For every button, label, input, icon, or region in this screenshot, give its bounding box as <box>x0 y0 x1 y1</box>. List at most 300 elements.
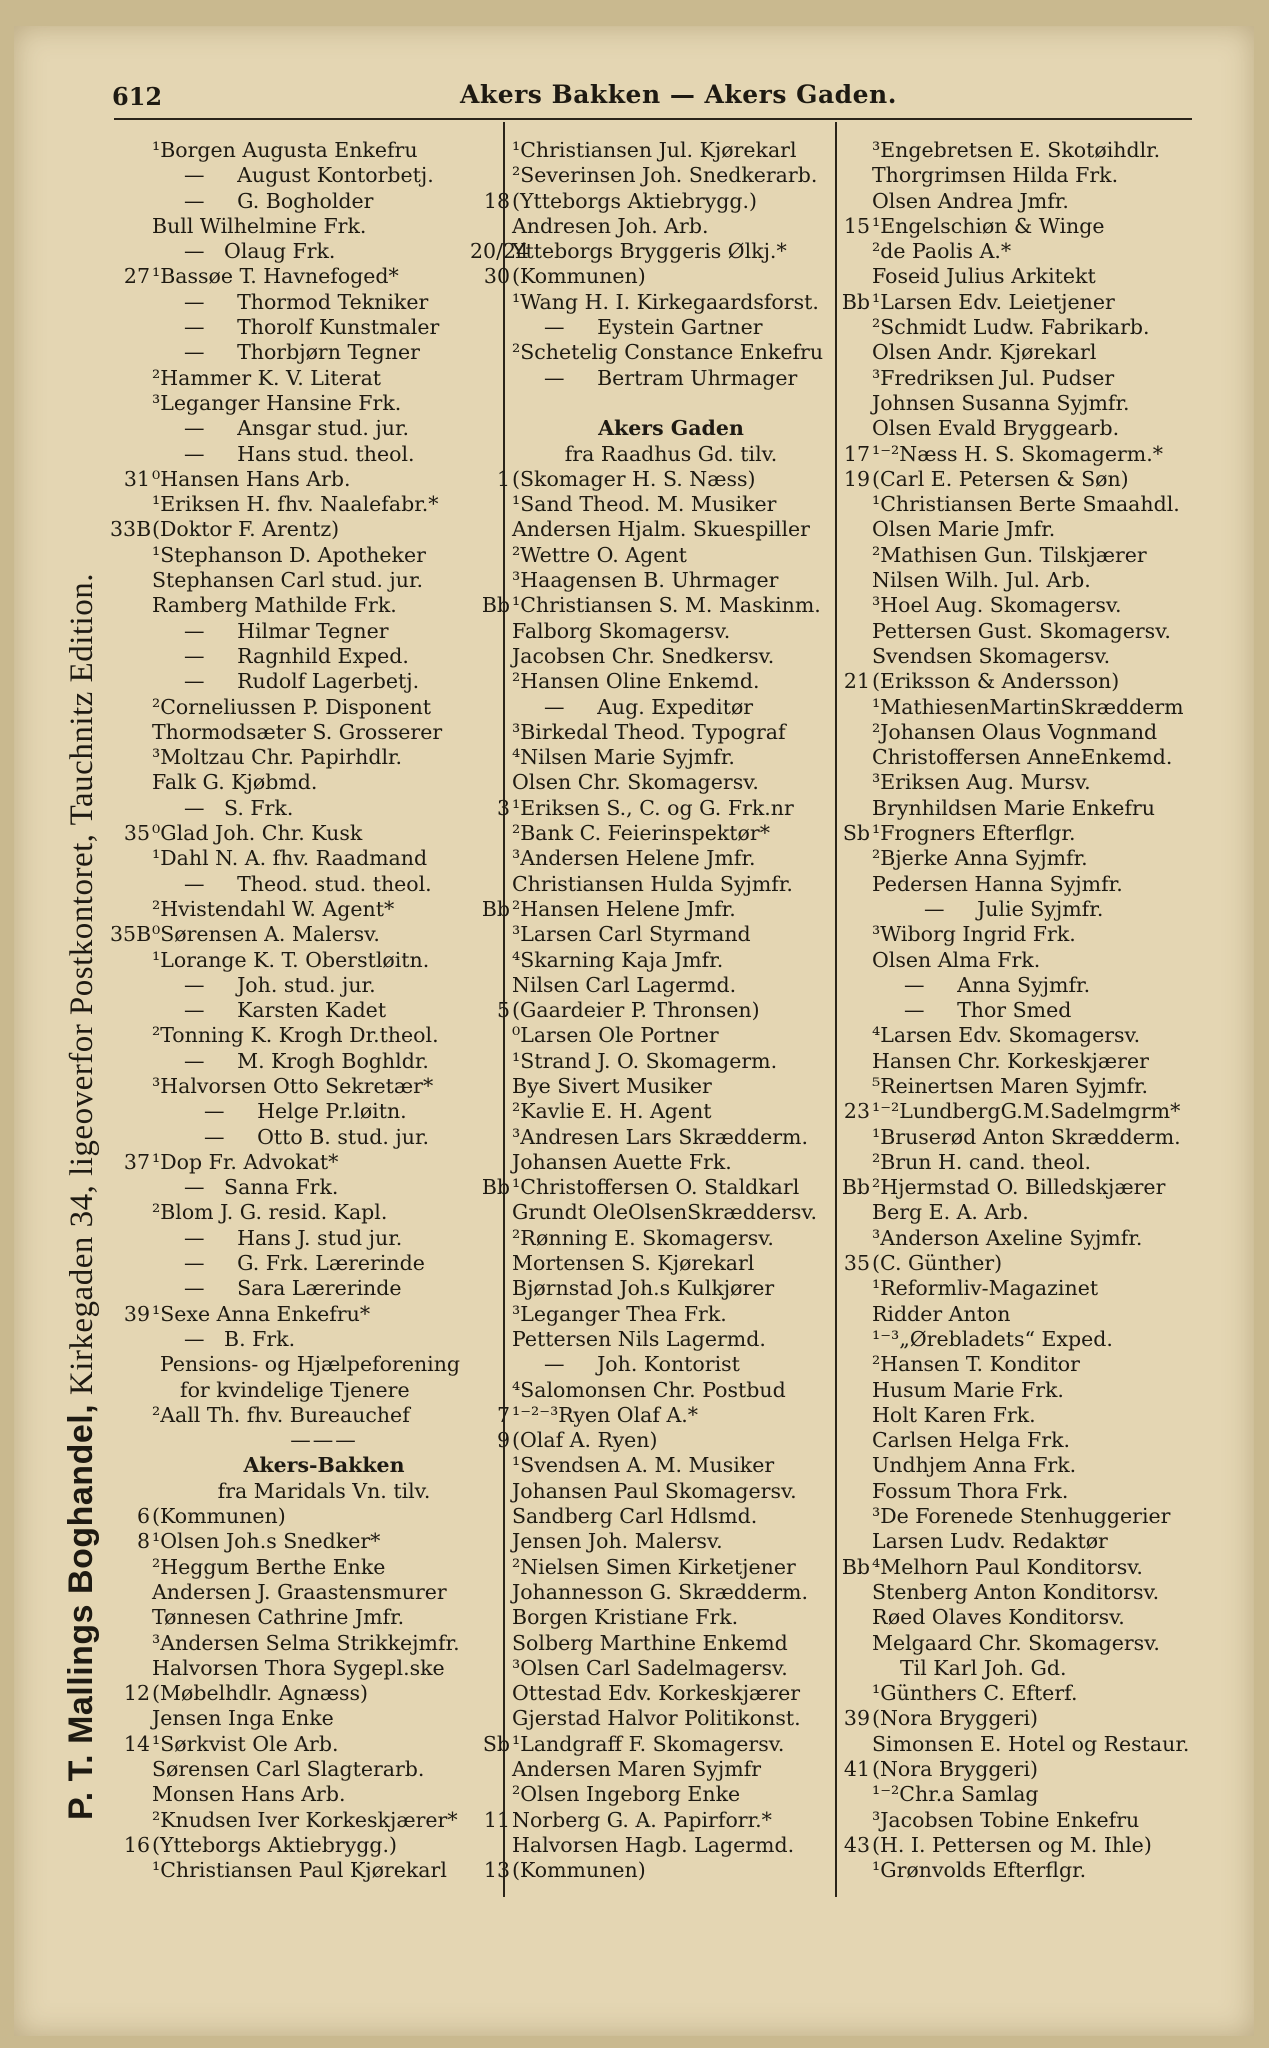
resident-entry: ²Knudsen Iver Korkeskjærer* <box>152 1807 458 1832</box>
entry-line <box>470 998 832 1023</box>
resident-entry: ²Kavlie E. H. Agent <box>512 1099 712 1124</box>
entry-line <box>470 138 832 163</box>
entry-line <box>110 669 498 694</box>
entry-line <box>470 189 832 214</box>
house-number: Sb <box>482 1731 510 1756</box>
house-number: 39 <box>843 1706 870 1731</box>
resident-entry: — Ansgar stud. jur. <box>184 416 410 441</box>
entry-line <box>470 872 832 897</box>
entry-line <box>830 1226 1195 1251</box>
entry-line <box>470 239 832 264</box>
section-subheading: fra Maridals Vn. tilv. <box>217 1478 431 1503</box>
entry-line <box>110 568 498 593</box>
resident-entry: ¹Christoffersen O. Staldkarl <box>512 1175 800 1200</box>
entry-line <box>110 1555 498 1580</box>
resident-entry: ¹Bruserød Anton Skrædderm. <box>872 1124 1181 1149</box>
entry-line <box>830 821 1195 846</box>
resident-entry: ²Severinsen Joh. Snedkerarb. <box>512 163 818 188</box>
resident-entry: — Otto B. stud. jur. <box>204 1124 430 1149</box>
resident-entry: — Sanna Frk. <box>184 1175 339 1200</box>
resident-entry: ³Eriksen Aug. Mursv. <box>872 770 1091 795</box>
entry-line <box>110 1656 498 1681</box>
resident-entry: ²Heggum Berthe Enke <box>152 1554 386 1579</box>
resident-entry: ⁰Hansen Hans Arb. <box>152 466 351 491</box>
entry-line <box>830 973 1195 998</box>
resident-entry: — Julie Syjmfr. <box>924 896 1104 921</box>
resident-entry: — Olaug Frk. <box>184 239 336 264</box>
entry-line <box>110 1605 498 1630</box>
entry-line <box>470 391 832 416</box>
resident-entry: ³Jacobsen Tobine Enkefru <box>872 1807 1140 1832</box>
resident-entry: ¹⁻²LundbergG.M.Sadelmgrm* <box>872 1099 1181 1124</box>
resident-entry: ³Haagensen B. Uhrmager <box>512 568 779 593</box>
entry-line <box>110 1479 498 1504</box>
entry-line <box>110 1428 498 1453</box>
entry-line <box>470 517 832 542</box>
entry-line <box>470 1049 832 1074</box>
page-title: Akers Bakken — Akers Gaden. <box>460 80 897 109</box>
resident-entry: ²Hvistendahl W. Agent* <box>152 896 395 921</box>
entry-line <box>830 720 1195 745</box>
entry-line <box>470 1175 832 1200</box>
resident-entry: Christoffersen AnneEnkemd. <box>872 745 1173 770</box>
resident-entry: ⁴Salomonsen Chr. Postbud <box>512 1377 786 1402</box>
entry-line <box>470 745 832 770</box>
resident-entry: Thormodsæter S. Grosserer <box>152 719 443 744</box>
resident-entry: — Sara Lærerinde <box>184 1276 402 1301</box>
entry-line <box>470 264 832 289</box>
entry-line <box>110 1276 498 1301</box>
resident-entry: Tønnesen Cathrine Jmfr. <box>152 1605 405 1630</box>
entry-line <box>110 543 498 568</box>
entry-line <box>110 1251 498 1276</box>
resident-entry: ³Andresen Lars Skrædderm. <box>512 1124 808 1149</box>
entry-line <box>110 1200 498 1225</box>
resident-entry: ¹Sand Theod. M. Musiker <box>512 492 777 517</box>
house-number: Bb <box>481 896 510 921</box>
entry-line <box>110 1504 498 1529</box>
resident-entry: ¹Landgraff F. Skomagersv. <box>512 1731 785 1756</box>
entry-line <box>110 163 498 188</box>
resident-entry: (Skomager H. S. Næss) <box>512 466 756 491</box>
entry-line <box>470 1327 832 1352</box>
publisher-advert <box>62 573 101 1820</box>
entry-line <box>470 821 832 846</box>
entry-line <box>830 239 1195 264</box>
resident-entry: ⁰Sørensen A. Malersv. <box>152 922 380 947</box>
resident-entry: (Gaardeier P. Thronsen) <box>512 998 760 1023</box>
entry-line <box>470 770 832 795</box>
resident-entry: ²Johansen Olaus Vognmand <box>872 719 1158 744</box>
section-heading: Akers Gaden <box>598 416 744 441</box>
resident-entry: Ramberg Mathilde Frk. <box>152 593 397 618</box>
entry-line <box>470 568 832 593</box>
entry-line <box>470 1656 832 1681</box>
entry-line <box>470 1125 832 1150</box>
resident-entry: — S. Frk. <box>184 795 294 820</box>
resident-entry: — August Kontorbetj. <box>184 163 434 188</box>
resident-entry: ²Corneliussen P. Disponent <box>152 694 432 719</box>
resident-entry: Nilsen Wilh. Jul. Arb. <box>872 568 1091 593</box>
resident-entry: ²Bank C. Feierinspektør* <box>512 821 770 846</box>
entry-line <box>830 163 1195 188</box>
entry-line <box>470 1555 832 1580</box>
resident-entry: (Nora Bryggeri) <box>872 1706 1038 1731</box>
entry-line <box>110 1580 498 1605</box>
entry-line <box>110 264 498 289</box>
house-number: 1 <box>496 466 510 491</box>
resident-entry: Pensions- og Hjælpeforening <box>160 1352 461 1377</box>
entry-line <box>830 846 1195 871</box>
entry-line <box>470 416 832 441</box>
resident-entry: — B. Frk. <box>184 1326 296 1351</box>
resident-entry: ²Nielsen Simen Kirketjener <box>512 1554 796 1579</box>
resident-entry: ¹Christiansen S. M. Maskinm. <box>512 593 821 618</box>
resident-entry: Pettersen Gust. Skomagersv. <box>872 618 1171 643</box>
house-number: 7 <box>496 1402 510 1427</box>
entry-line <box>830 1631 1195 1656</box>
entry-line <box>110 214 498 239</box>
resident-entry: — Hans J. stud jur. <box>184 1225 403 1250</box>
entry-line <box>830 1782 1195 1807</box>
resident-entry: Halvorsen Thora Sygepl.ske <box>152 1655 445 1680</box>
resident-entry: Jensen Inga Enke <box>152 1706 334 1731</box>
entry-line <box>110 1074 498 1099</box>
entry-line <box>470 644 832 669</box>
entry-line <box>110 467 498 492</box>
entry-line <box>830 897 1195 922</box>
house-number: 18 <box>483 188 510 213</box>
resident-entry: (C. Günther) <box>872 1251 1003 1276</box>
house-number: 9 <box>496 1428 510 1453</box>
entry-line <box>470 619 832 644</box>
resident-entry: ⁰Glad Joh. Chr. Kusk <box>152 821 363 846</box>
entry-line <box>110 1732 498 1757</box>
entry-line <box>470 1529 832 1554</box>
entry-line <box>110 1378 498 1403</box>
resident-entry: — Bertram Uhrmager <box>544 365 798 390</box>
entry-line <box>470 1150 832 1175</box>
resident-entry: Holt Karen Frk. <box>872 1402 1036 1427</box>
entry-line <box>830 998 1195 1023</box>
entry-line <box>830 1150 1195 1175</box>
resident-entry: ¹Sexe Anna Enkefru* <box>152 1301 371 1326</box>
entry-line <box>470 1706 832 1731</box>
resident-entry: ³Larsen Carl Styrmand <box>512 922 751 947</box>
resident-entry: Olsen Marie Jmfr. <box>872 517 1056 542</box>
resident-entry: (Ytteborgs Aktiebrygg.) <box>512 188 757 213</box>
entry-line <box>470 315 832 340</box>
entry-line <box>470 290 832 315</box>
resident-entry: Monsen Hans Arb. <box>152 1782 346 1807</box>
entry-line <box>110 1175 498 1200</box>
entry-line <box>470 442 832 467</box>
entry-line <box>110 1529 498 1554</box>
entry-line <box>830 1656 1195 1681</box>
resident-entry: ³Andersen Helene Jmfr. <box>512 846 756 871</box>
entry-line <box>470 1757 832 1782</box>
resident-entry: ¹MathiesenMartinSkrædderm <box>872 694 1184 719</box>
resident-entry: ¹Strand J. O. Skomagerm. <box>512 1048 778 1073</box>
entry-line <box>470 214 832 239</box>
entry-line <box>830 315 1195 340</box>
entry-line <box>830 619 1195 644</box>
resident-entry: ⁴Melhorn Paul Konditorsv. <box>872 1554 1143 1579</box>
house-number: 16 <box>123 1832 150 1857</box>
resident-entry: ¹Engelschiøn & Winge <box>872 213 1105 238</box>
house-number: 27 <box>123 264 150 289</box>
resident-entry: (Ytteborgs Aktiebrygg.) <box>152 1832 397 1857</box>
entry-line <box>110 619 498 644</box>
entry-line <box>830 1732 1195 1757</box>
resident-entry: Olsen Chr. Skomagersv. <box>512 770 759 795</box>
entry-line <box>830 340 1195 365</box>
entry-line <box>470 340 832 365</box>
entry-line <box>830 1580 1195 1605</box>
entry-line <box>470 1681 832 1706</box>
resident-entry: ³Fredriksen Jul. Pudser <box>872 365 1115 390</box>
entry-line <box>110 1049 498 1074</box>
publisher-address: Kirkegaden 34, ligeoverfor Postkontoret, Tauchnitz Edition. <box>64 573 100 1404</box>
entry-line <box>470 973 832 998</box>
resident-entry: ¹⁻²⁻³Ryen Olaf A.* <box>512 1402 699 1427</box>
resident-entry: Borgen Kristiane Frk. <box>512 1605 739 1630</box>
entry-line <box>830 1403 1195 1428</box>
resident-entry: Olsen Andr. Kjørekarl <box>872 340 1097 365</box>
entry-line <box>470 1074 832 1099</box>
entry-line <box>110 720 498 745</box>
resident-entry: ³De Forenede Stenhuggerier <box>872 1504 1171 1529</box>
resident-entry: ²Hjermstad O. Billedskjærer <box>872 1175 1166 1200</box>
entry-line <box>470 593 832 618</box>
resident-entry: ⁴Skarning Kaja Jmfr. <box>512 947 724 972</box>
resident-entry: (Kommunen) <box>512 1858 646 1883</box>
entry-line <box>110 593 498 618</box>
resident-entry: — Anna Syjmfr. <box>904 972 1091 997</box>
resident-entry: — Thor Smed <box>904 998 1072 1023</box>
resident-entry: Andersen Hjalm. Skuespiller <box>512 517 810 542</box>
resident-entry: ¹Sørkvist Ole Arb. <box>152 1731 339 1756</box>
section-subheading: fra Raadhus Gd. tilv. <box>564 441 778 466</box>
house-number: 17 <box>843 441 870 466</box>
house-number: Bb <box>481 1175 510 1200</box>
resident-entry: ¹Reformliv-Magazinet <box>872 1276 1099 1301</box>
resident-entry: Undhjem Anna Frk. <box>872 1453 1077 1478</box>
resident-entry: Christiansen Hulda Syjmfr. <box>512 871 793 896</box>
entry-line <box>830 922 1195 947</box>
resident-entry: ²Blom J. G. resid. Kapl. <box>152 1200 388 1225</box>
resident-entry: Andersen Maren Syjmfr <box>512 1757 762 1781</box>
entry-line <box>110 1681 498 1706</box>
resident-entry: ²Mathisen Gun. Tilskjærer <box>872 542 1147 567</box>
entry-line <box>830 1605 1195 1630</box>
house-number: 6 <box>136 1504 150 1529</box>
entry-line <box>110 1808 498 1833</box>
entry-line <box>470 1504 832 1529</box>
entry-line <box>830 1833 1195 1858</box>
resident-entry: Ytteborgs Bryggeris Ølkj.* <box>512 239 787 264</box>
entry-line <box>470 1200 832 1225</box>
entry-line <box>470 1833 832 1858</box>
entry-line <box>110 770 498 795</box>
resident-entry: Sørensen Carl Slagterarb. <box>152 1757 425 1781</box>
entry-line <box>470 948 832 973</box>
resident-entry: Falborg Skomagersv. <box>512 618 731 643</box>
entry-line <box>830 1858 1195 1883</box>
entry-line <box>110 1757 498 1782</box>
resident-entry: ³Hoel Aug. Skomagersv. <box>872 593 1122 618</box>
house-number: 37 <box>123 1149 150 1174</box>
entry-line <box>110 998 498 1023</box>
resident-entry: ¹Larsen Edv. Leietjener <box>872 289 1115 314</box>
entry-line <box>110 1453 498 1478</box>
resident-entry: Fossum Thora Frk. <box>872 1478 1069 1503</box>
entry-line <box>110 1099 498 1124</box>
entry-line <box>470 1479 832 1504</box>
resident-entry: ¹Stephanson D. Apotheker <box>152 542 426 567</box>
entry-line <box>830 1251 1195 1276</box>
entry-line <box>110 846 498 871</box>
entry-line <box>830 264 1195 289</box>
resident-entry: — Rudolf Lagerbetj. <box>184 669 420 694</box>
resident-entry: ²Rønning E. Skomagersv. <box>512 1225 774 1250</box>
entry-line <box>110 189 498 214</box>
resident-entry: ¹Grønvolds Efterflgr. <box>872 1858 1087 1883</box>
entry-line <box>830 1479 1195 1504</box>
resident-entry: Jensen Joh. Malersv. <box>512 1529 723 1554</box>
resident-entry: (Møbelhdlr. Agnæss) <box>152 1681 369 1706</box>
entry-line <box>830 290 1195 315</box>
entry-line <box>830 568 1195 593</box>
entry-line <box>470 492 832 517</box>
resident-entry: Johansen Paul Skomagersv. <box>512 1478 797 1503</box>
entry-line <box>830 770 1195 795</box>
entry-line <box>830 1808 1195 1833</box>
resident-entry: — Joh. Kontorist <box>544 1352 740 1377</box>
entry-line <box>470 1403 832 1428</box>
entry-line <box>830 214 1195 239</box>
resident-entry: Ottestad Edv. Korkeskjærer <box>512 1681 801 1706</box>
resident-entry: Falk G. Kjøbmd. <box>152 770 318 795</box>
resident-entry: Norberg G. A. Papirforr.* <box>512 1807 772 1832</box>
resident-entry: — Joh. stud. jur. <box>184 972 376 997</box>
resident-entry: ¹Eriksen S., C. og G. Frk.nr <box>512 795 794 820</box>
resident-entry: — G. Bogholder <box>184 188 374 213</box>
resident-entry: ⁴Nilsen Marie Syjmfr. <box>512 745 735 770</box>
house-number: 11 <box>483 1807 510 1832</box>
resident-entry: (Eriksson & Andersson) <box>872 669 1120 694</box>
entry-line <box>110 1226 498 1251</box>
entry-line <box>830 138 1195 163</box>
entry-line <box>830 1706 1195 1731</box>
entry-line <box>830 543 1195 568</box>
entry-line <box>470 922 832 947</box>
entry-line <box>470 1302 832 1327</box>
house-number: Bb <box>841 1554 870 1579</box>
entry-line <box>110 1125 498 1150</box>
entry-line <box>830 366 1195 391</box>
resident-entry: ²Hansen Helene Jmfr. <box>512 896 736 921</box>
house-number: Bb <box>841 1175 870 1200</box>
resident-entry: Thorgrimsen Hilda Frk. <box>872 163 1119 188</box>
resident-entry: Pedersen Hanna Syjmfr. <box>872 871 1123 896</box>
resident-entry: Svendsen Skomagersv. <box>872 643 1111 668</box>
entry-line <box>470 543 832 568</box>
resident-entry: ²Wettre O. Agent <box>512 542 687 567</box>
house-number: 30 <box>483 264 510 289</box>
entry-line <box>110 1150 498 1175</box>
resident-entry: ³Olsen Carl Sadelmagersv. <box>512 1655 788 1680</box>
house-number: 35B <box>110 922 152 947</box>
resident-entry: Foseid Julius Arkitekt <box>872 264 1096 289</box>
entry-line <box>110 922 498 947</box>
entry-line <box>110 872 498 897</box>
entry-line <box>110 315 498 340</box>
resident-entry: ²Tonning K. Krogh Dr.theol. <box>152 1023 439 1048</box>
entry-line <box>830 1200 1195 1225</box>
resident-entry: Simonsen E. Hotel og Restaur. <box>872 1731 1190 1756</box>
resident-entry: Olsen Andrea Jmfr. <box>872 188 1069 213</box>
entry-line <box>110 1023 498 1048</box>
entry-line <box>830 1099 1195 1124</box>
entry-line <box>470 1023 832 1048</box>
resident-entry: — Eystein Gartner <box>544 315 763 340</box>
entry-line <box>470 1378 832 1403</box>
resident-entry: Halvorsen Hagb. Lagermd. <box>512 1832 795 1857</box>
house-number: 12 <box>123 1681 150 1706</box>
house-number: 8 <box>136 1529 150 1554</box>
resident-entry: (Nora Bryggeri) <box>872 1757 1038 1781</box>
resident-entry: (H. I. Pettersen og M. Ihle) <box>872 1832 1152 1857</box>
publisher-name: P. T. Mallings Boghandel, <box>62 1403 100 1820</box>
entry-line <box>830 1049 1195 1074</box>
entry-line <box>830 1378 1195 1403</box>
resident-entry: ¹Eriksen H. fhv. Naalefabr.* <box>152 492 439 517</box>
entry-line <box>110 1302 498 1327</box>
resident-entry: Carlsen Helga Frk. <box>872 1428 1071 1453</box>
resident-entry: ²Aall Th. fhv. Bureauchef <box>152 1402 410 1427</box>
entry-line <box>470 669 832 694</box>
resident-entry: Andresen Joh. Arb. <box>512 213 709 238</box>
entry-line <box>110 948 498 973</box>
entry-line <box>830 669 1195 694</box>
entry-line <box>110 644 498 669</box>
entry-line <box>830 644 1195 669</box>
resident-entry: — Helge Pr.løitn. <box>204 1099 407 1124</box>
entry-line <box>830 1757 1195 1782</box>
resident-entry: ³Engebretsen E. Skotøihdlr. <box>872 138 1161 162</box>
resident-entry: — Thorolf Kunstmaler <box>184 315 440 340</box>
entry-line <box>830 872 1195 897</box>
resident-entry: — Karsten Kadet <box>184 998 387 1023</box>
resident-entry: Stenberg Anton Konditorsv. <box>872 1579 1160 1604</box>
entry-line <box>110 138 498 163</box>
resident-entry: Røed Olaves Konditorsv. <box>872 1605 1125 1630</box>
entry-line <box>830 1428 1195 1453</box>
entry-line <box>830 1327 1195 1352</box>
house-number: 21 <box>843 669 870 694</box>
entry-line <box>110 745 498 770</box>
house-number: Bb <box>841 289 870 314</box>
resident-entry: Sandberg Carl Hdlsmd. <box>512 1504 758 1529</box>
resident-entry: — Ragnhild Exped. <box>184 643 409 668</box>
entry-line <box>470 1782 832 1807</box>
resident-entry: ³Andersen Selma Strikkejmfr. <box>152 1630 460 1655</box>
resident-entry: ³Leganger Thea Frk. <box>512 1301 727 1326</box>
resident-entry: ¹Günthers C. Efterf. <box>872 1681 1078 1706</box>
house-number: 31 <box>123 466 150 491</box>
entry-line <box>830 1276 1195 1301</box>
